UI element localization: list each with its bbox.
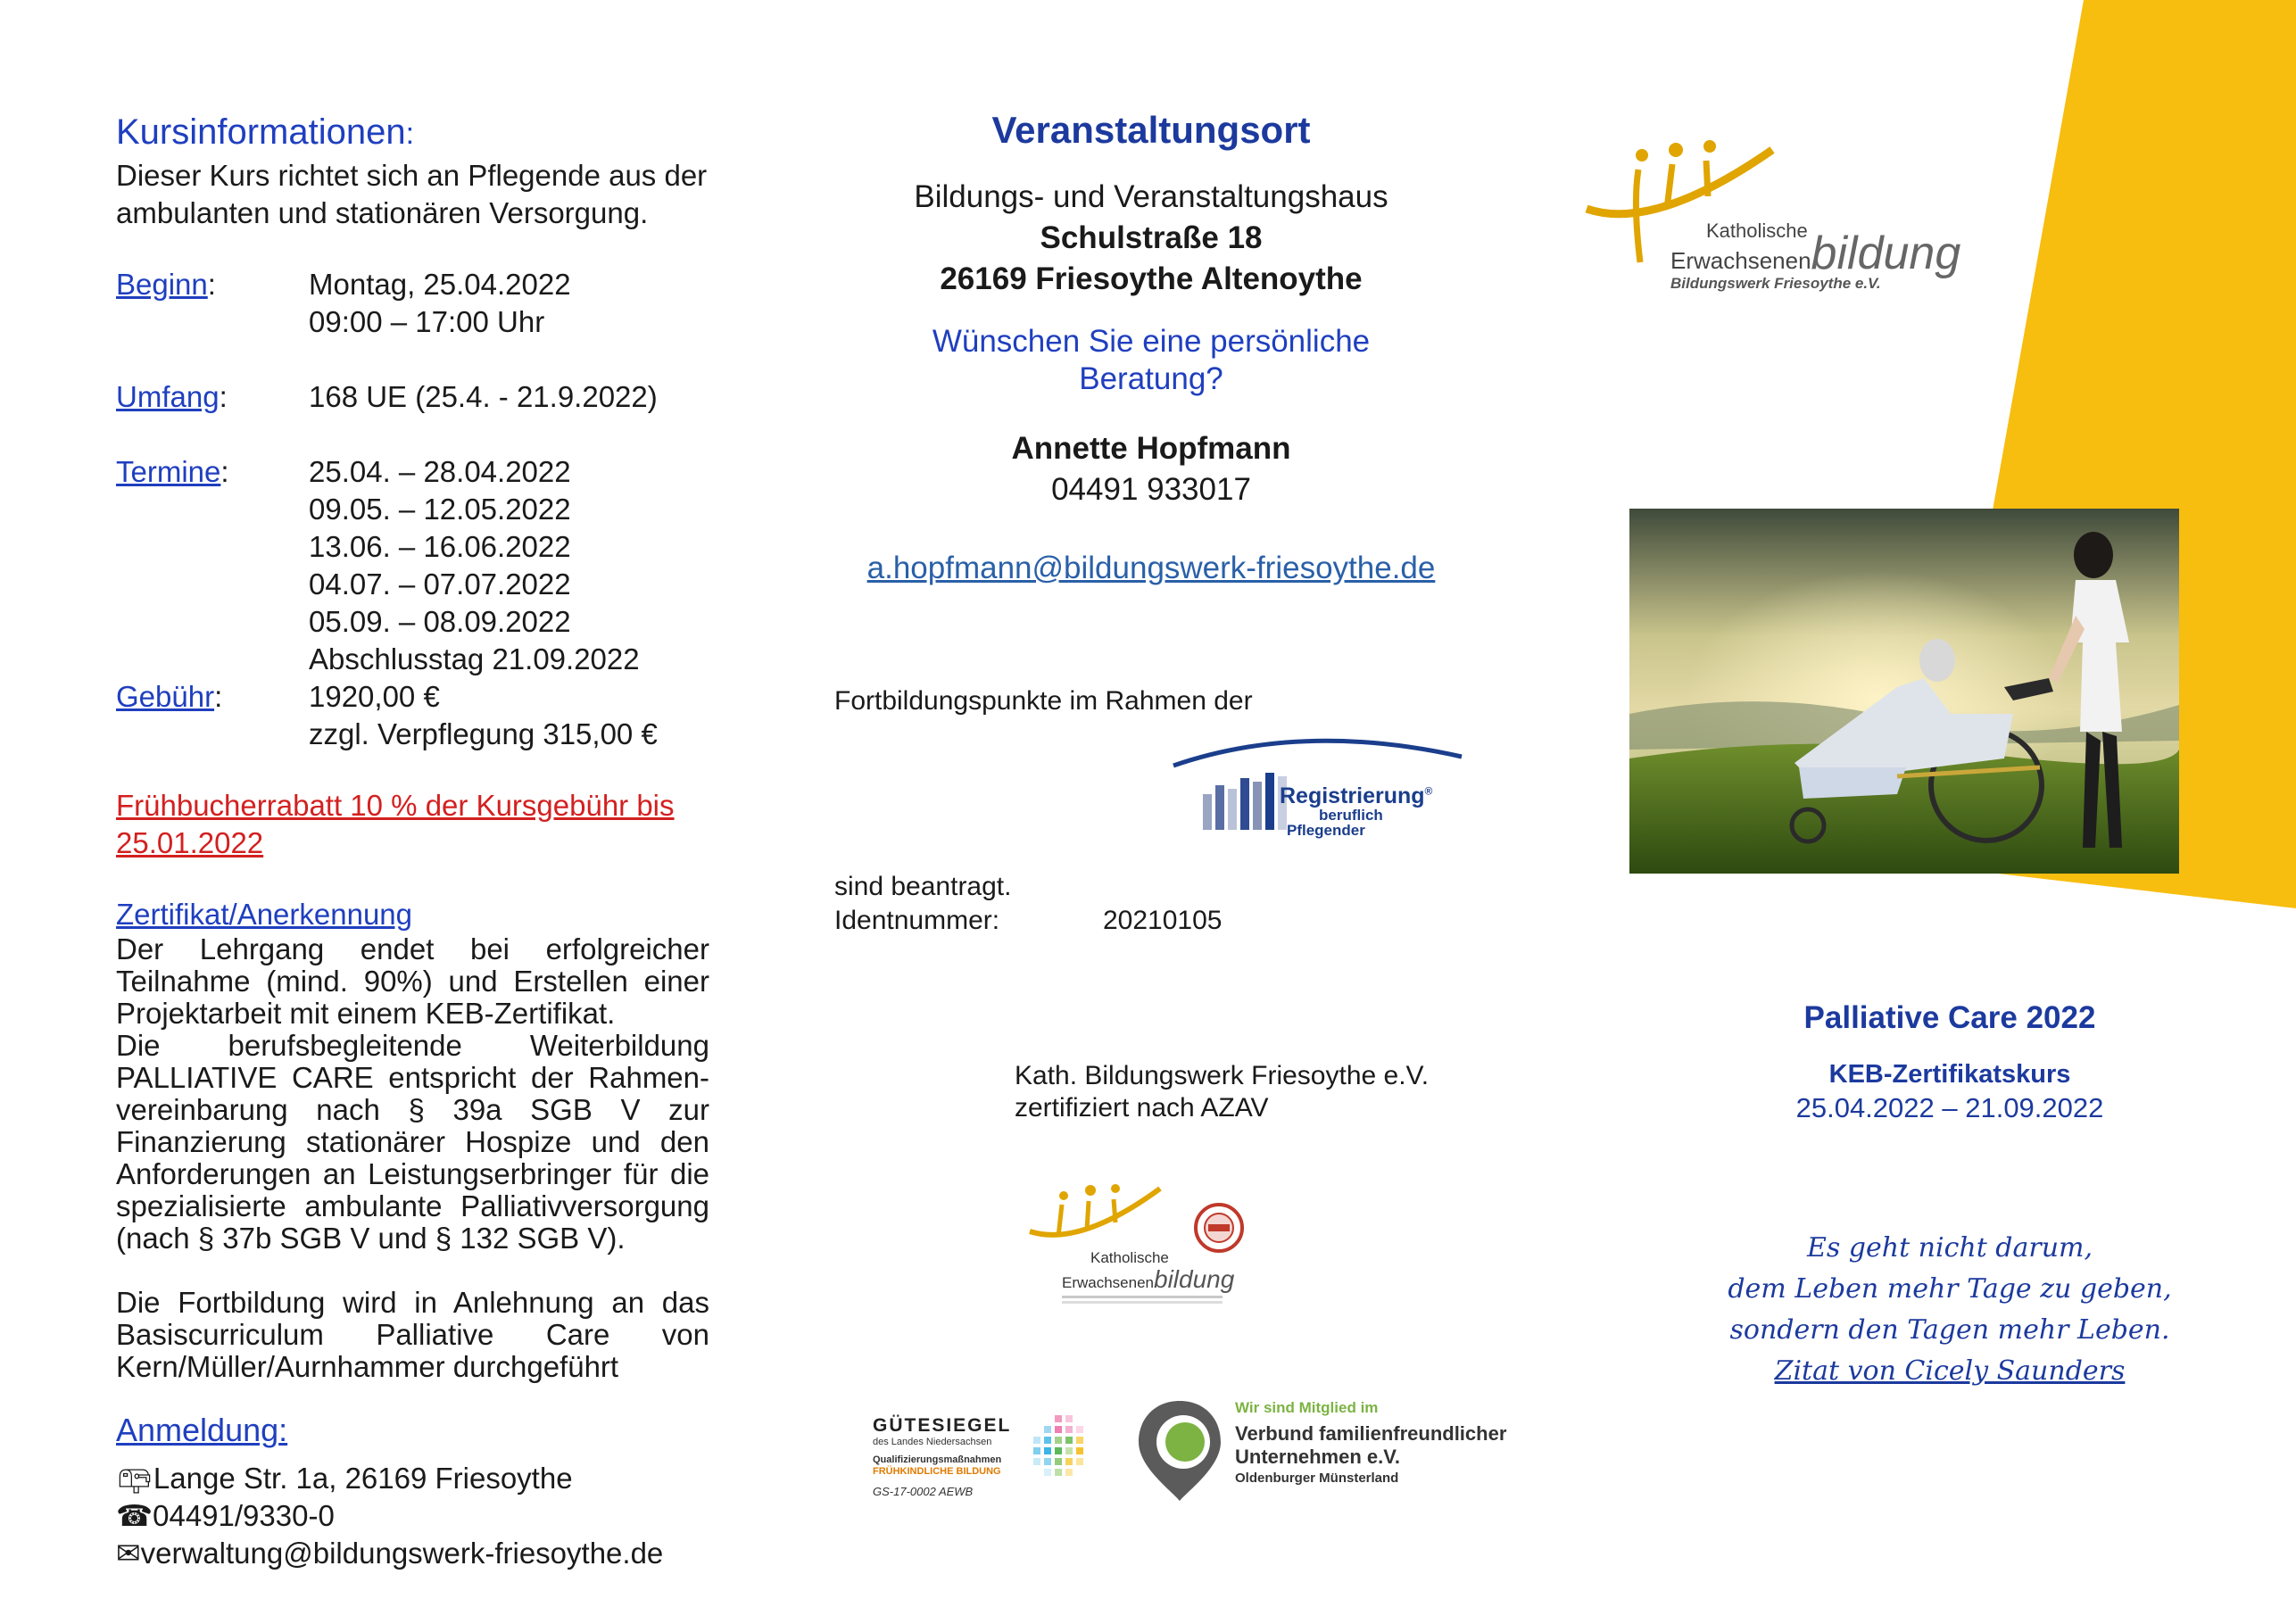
- contact-email-link[interactable]: a.hopfmann@bildungswerk-friesoythe.de: [866, 551, 1436, 585]
- umfang-label: Umfang: [116, 380, 220, 413]
- kursinfo-text: Dieser Kurs richtet sich an Pflegende aus der ambulanten und stationären Versorgung.: [116, 159, 708, 229]
- termine-row: Termine: 25.04. – 28.04.2022 09.05. – 12.05.2022 13.06. – 16.06.2022 04.07. – 07.07.2022 05.09. – 08.09.2022 Abschlusstag 21.09.2022: [116, 455, 640, 675]
- course-subtitle: KEB-Zertifikatskurs: [1828, 1060, 2071, 1089]
- fortbildung-text: Die Fortbildung wird in Anlehnung an das Basiscurriculum Palliative Care von Kern/Müller/Aurnhammer durchgeführt: [116, 1286, 709, 1383]
- contact-name: Annette Hopfmann: [1011, 431, 1291, 466]
- course-info-block: [1695, 998, 2204, 1126]
- umfang-row: Umfang: 168 UE (25.4. - 21.9.2022): [116, 380, 658, 413]
- beginn-row: Beginn: Montag, 25.04.2022 09:00 – 17:00 Uhr: [116, 268, 571, 338]
- course-title: Palliative Care 2022: [1803, 1000, 2096, 1035]
- termine-label: Termine: [116, 455, 221, 488]
- guetesiegel-color-grid-icon: [1019, 1413, 1095, 1489]
- quote-block: Es geht nicht darum, dem Leben mehr Tage zu geben, sondern den Tagen mehr Leben. Zitat von Cicely Saunders: [1678, 1228, 2222, 1392]
- middle-column: [830, 105, 1472, 589]
- contact-person: [830, 428, 1472, 510]
- identnummer-label: Identnummer:: [834, 906, 1000, 935]
- contact-list: [116, 1460, 709, 1572]
- fruehbucher-text: Frühbucherrabatt 10 % der Kursgebühr bis 25.01.2022: [116, 789, 675, 859]
- beantragt-text: sind beantragt.: [834, 872, 1012, 901]
- keb-logo: Katholische Erwachsenenbildung Bildungswerk Friesoythe e.V.: [1583, 132, 1993, 302]
- certification-seal-icon: [1192, 1201, 1246, 1255]
- address-line: 📪︎Lange Str. 1a, 26169 Friesoythe: [116, 1462, 573, 1495]
- email-line[interactable]: ✉︎verwaltung@bildungswerk-friesoythe.de: [116, 1537, 664, 1570]
- zertifikat-text: Der Lehrgang endet bei erfolgreicher Teilnahme (mind. 90%) und Erstellen einer Projektarbeit mit einem KEB-Zertifikat. Die berufsbegleitende Weiterbildung PALLIATIVE CARE entspricht der Rahmen- vereinbarung nach § 39a SGB V zur Finanzierung stationärer Hospize und den Anforderungen an Leistungserbringer für die spezialisierte ambulante Palliativversorgung (nach § 37b SGB V und § 132 SGB V).: [116, 932, 709, 1255]
- verbund-logo: Wir sind Mitglied im Verbund familienfreundlicher Unternehmen e.V. Oldenburger Münsterland: [1131, 1392, 1529, 1508]
- keb-small-logo-figures-icon: [1026, 1178, 1169, 1258]
- guetesiegel-logo: GÜTESIEGEL des Landes Niedersachsen Qualifizierungsmaßnahmen FRÜHKINDLICHE BILDUNG GS-17-0002 AEWB: [867, 1410, 1099, 1504]
- fortbildungspunkte-text: Fortbildungspunkte im Rahmen der: [834, 686, 1253, 716]
- verbund-pin-icon: [1135, 1397, 1224, 1504]
- identnummer-value: 20210105: [1103, 906, 1223, 935]
- veranstaltungsort-heading: Veranstaltungsort: [991, 109, 1311, 151]
- zertifikat-heading: Zertifikat/Anerkennung: [116, 898, 413, 931]
- beratung-question: Wünschen Sie eine persönliche Beratung?: [932, 324, 1371, 396]
- gebuehr-label: Gebühr: [116, 680, 215, 713]
- venue-block: Bildungs- und Veranstaltungshaus Schulstraße 18 26169 Friesoythe Altenoythe: [914, 179, 1388, 296]
- beginn-label: Beginn: [116, 268, 208, 301]
- quote-source: Zitat von Cicely Saunders: [1774, 1355, 2126, 1387]
- kath-certification-text: Kath. Bildungswerk Friesoythe e.V. zertifiziert nach AZAV: [1015, 1061, 1430, 1123]
- keb-small-logo: Katholische Erwachsenenbildung: [1026, 1178, 1276, 1303]
- phone-icon: ☎︎: [116, 1499, 153, 1532]
- kursinfo-heading: Kursinformationen:: [116, 112, 415, 152]
- anmeldung-heading: Anmeldung:: [116, 1412, 288, 1448]
- phone-line: ☎︎04491/9330-0: [116, 1499, 335, 1532]
- caregiver-wheelchair-photo: [1629, 509, 2179, 874]
- mailbox-icon: 📪︎: [116, 1462, 153, 1495]
- left-column: [116, 109, 709, 1572]
- envelope-icon: ✉︎: [116, 1537, 141, 1570]
- course-dates: 25.04.2022 – 21.09.2022: [1795, 1092, 2104, 1123]
- gebuehr-row: Gebühr: 1920,00 € zzgl. Verpflegung 315,00 €: [116, 680, 658, 750]
- contact-phone: 04491 933017: [1051, 472, 1251, 507]
- registrierung-logo: Registrierung® beruflich Pflegender: [1169, 730, 1463, 846]
